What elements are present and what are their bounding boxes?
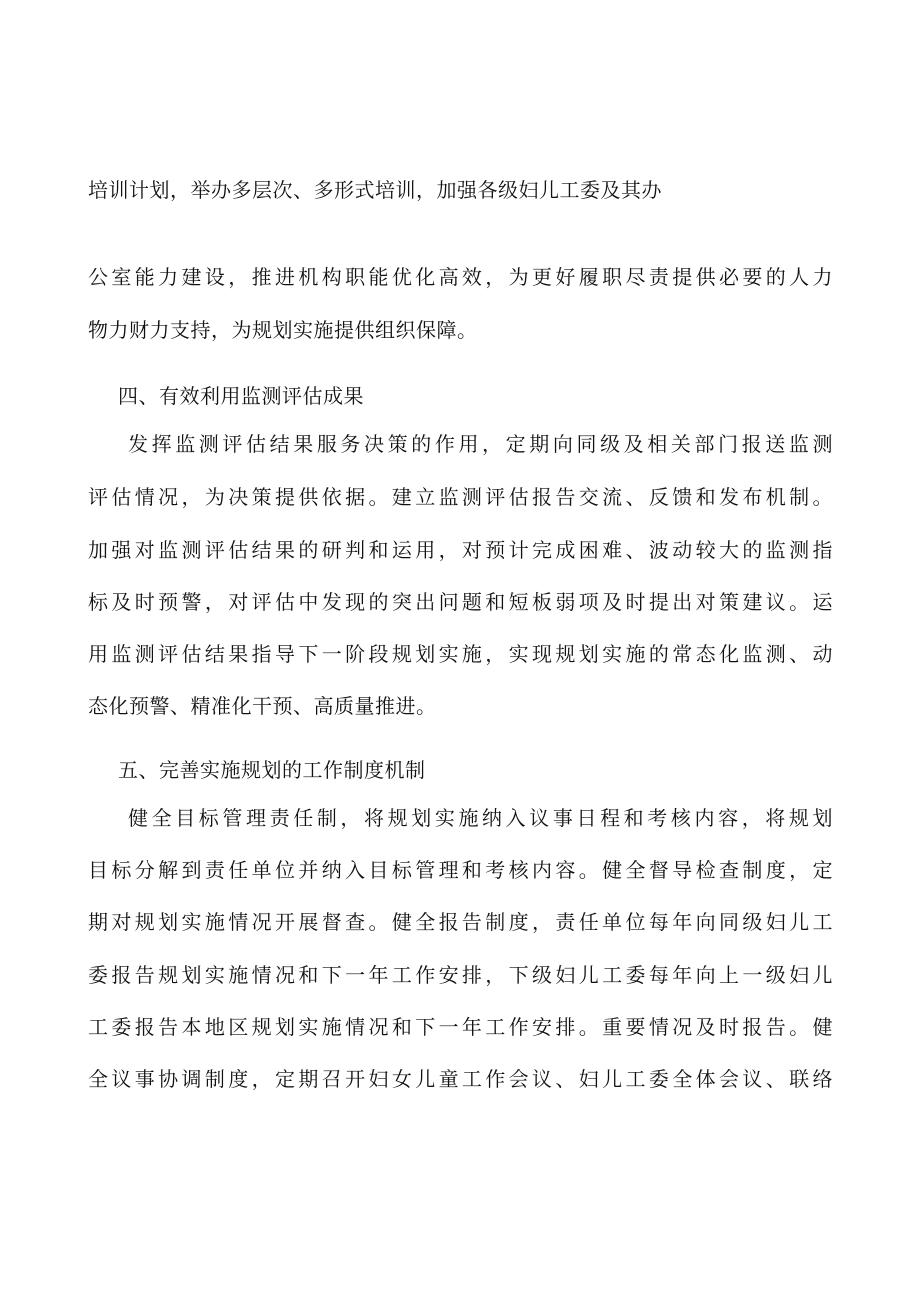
paragraph-line: 加强对监测评估结果的研判和运用，对预计完成困难、波动较大的监测指 — [88, 538, 833, 562]
paragraph-line: 工委报告本地区规划实施情况和下一年工作安排。重要情况及时报告。健 — [88, 1015, 833, 1039]
paragraph-line: 标及时预警，对评估中发现的突出问题和短板弱项及时提出对策建议。运 — [88, 590, 833, 614]
paragraph-line: 委报告规划实施情况和下一年工作安排，下级妇儿工委每年向上一级妇儿 — [88, 963, 833, 987]
paragraph-line: 全议事协调制度，定期召开妇女儿童工作会议、妇儿工委全体会议、联络 — [88, 1067, 833, 1091]
section-heading: 五、完善实施规划的工作制度机制 — [118, 758, 426, 782]
paragraph-line: 公室能力建设，推进机构职能优化高效，为更好履职尽责提供必要的人力 — [88, 265, 833, 289]
paragraph-line: 用监测评估结果指导下一阶段规划实施，实现规划实施的常态化监测、动 — [88, 642, 833, 666]
paragraph-line: 评估情况，为决策提供依据。建立监测评估报告交流、反馈和发布机制。 — [88, 485, 833, 509]
paragraph-line: 健全目标管理责任制，将规划实施纳入议事日程和考核内容，将规划 — [128, 806, 833, 830]
paragraph-line: 培训计划，举办多层次、多形式培训，加强各级妇儿工委及其办 — [88, 178, 662, 202]
paragraph-line: 目标分解到责任单位并纳入目标管理和考核内容。健全督导检查制度，定 — [88, 858, 833, 882]
paragraph-line: 发挥监测评估结果服务决策的作用，定期向同级及相关部门报送监测 — [128, 432, 833, 456]
paragraph-line: 态化预警、精准化干预、高质量推进。 — [88, 694, 437, 718]
paragraph-line: 物力财力支持，为规划实施提供组织保障。 — [88, 318, 478, 342]
section-heading: 四、有效利用监测评估成果 — [118, 384, 364, 408]
paragraph-line: 期对规划实施情况开展督查。健全报告制度，责任单位每年向同级妇儿工 — [88, 910, 833, 934]
